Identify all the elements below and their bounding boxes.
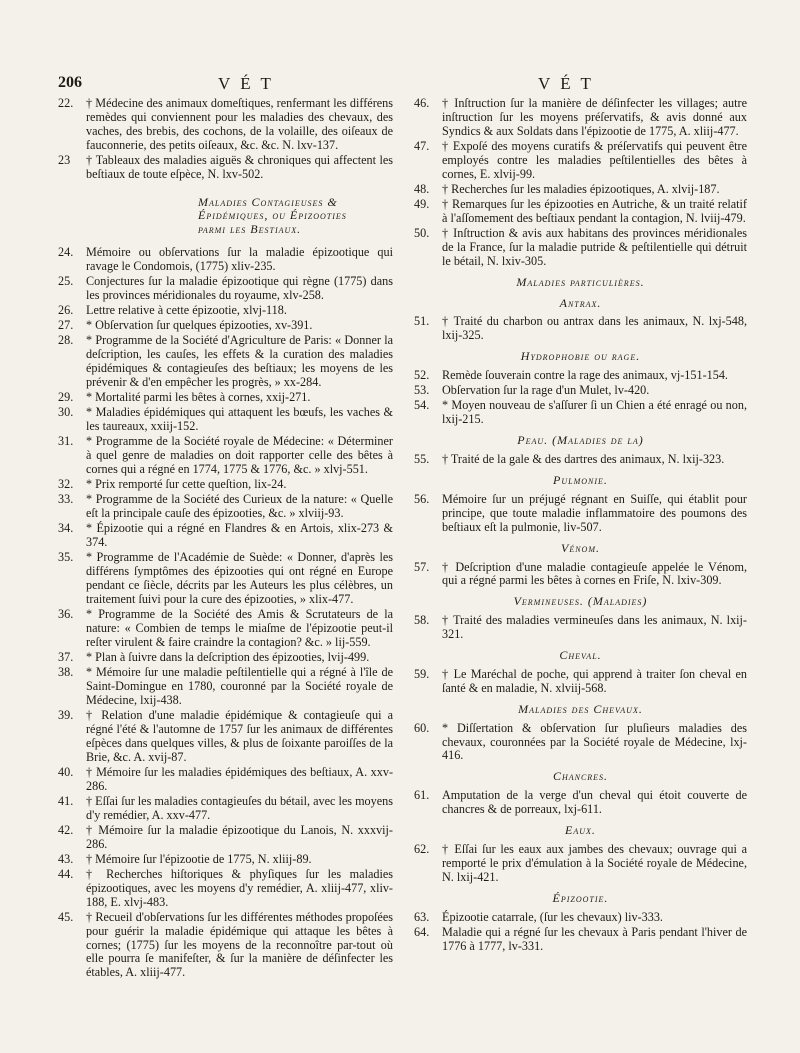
entry-number: 43. [58, 851, 74, 866]
entry-text: * Obſervation ſur quelques épizooties, xv-391. [86, 318, 313, 333]
entry-text: † Recherches hiſtoriques & phyſiques ſur les maladies épizootiques, avec les moyens d'y remédier, A. xliij-477, xliv-188, E. xlvj-483. [86, 866, 393, 909]
entry-text: * Programme de la Société d'Agriculture de Paris: « Donner la deſcription, les cauſes, les effets & la curation des maladies épidémiques & contagieuſes des beſtiaux; les moyens de les prévenir & d'en empêcher les progrès, » xx-284. [86, 333, 393, 390]
entry-number: 58. [414, 613, 430, 628]
index-entry [414, 911, 747, 925]
entry-number: 25. [58, 274, 74, 289]
index-entry [58, 154, 393, 182]
index-entry [414, 183, 747, 197]
entry-number: 53. [414, 383, 430, 398]
index-entry [58, 435, 393, 477]
entry-number: 28. [58, 333, 74, 348]
index-entry [414, 843, 747, 885]
entry-number: 48. [414, 181, 430, 196]
entry-number: 35. [58, 550, 74, 565]
entry-text: * Programme de la Société des Amis & Scrutateurs de la nature: « Combien de temps le miaſme de l'épizootie peut-il reſter virulent & faire craindre la contagion? &c. » lij-559. [86, 607, 393, 649]
entry-number: 26. [58, 303, 74, 318]
index-entry [58, 666, 393, 708]
index-entry [58, 709, 393, 765]
entry-number: 55. [414, 452, 430, 467]
entry-text: Conjectures ſur la maladie épizootique qui règne (1775) dans les provinces méridionales du royaume, xlv-258. [86, 274, 393, 303]
entry-number: 52. [414, 368, 430, 383]
index-entry [58, 478, 393, 492]
index-entry [58, 319, 393, 333]
entry-text: † Deſcription d'une maladie contagieuſe appelée le Vénom, qui a régné parmi les bêtes à cornes en Friſe, N. lxiv-309. [442, 559, 747, 588]
index-entry [414, 722, 747, 764]
section-heading: Hydrophobie ou rage. [520, 349, 641, 364]
entry-number: 41. [58, 793, 74, 808]
entry-number: 47. [414, 138, 430, 153]
index-entry [58, 493, 393, 521]
index-entry [414, 668, 747, 696]
entry-text: * Programme de l'Académie de Suède: « Donner, d'après les différens ſymptômes des épizooties qui ont régné en Europe pendant ce ſiècle, décrits par les Auteurs les plus célèbres, un traitement ſuivi pour la cure des épizooties, » xlix-477. [86, 550, 393, 606]
entry-text: Épizootie catarrale, (ſur les chevaux) liv-333. [442, 909, 663, 924]
entry-text: † Le Maréchal de poche, qui apprend à traiter ſon cheval en ſanté & en maladie, N. xlviij-568. [442, 666, 747, 695]
index-entry [414, 384, 747, 398]
entry-text: Obſervation ſur la rage d'un Mulet, lv-420. [442, 383, 650, 398]
entry-text: * Mortalité parmi les bêtes à cornes, xxij-271. [86, 390, 311, 405]
index-entry [58, 406, 393, 434]
section-heading: Eaux. [565, 823, 596, 838]
index-entry [414, 926, 747, 954]
index-entry [414, 789, 747, 817]
entry-number: 40. [58, 764, 74, 779]
index-entry [414, 97, 747, 139]
entry-number: 22. [58, 96, 74, 110]
index-entry [58, 97, 393, 153]
index-entry [414, 453, 747, 467]
entry-number: 45. [58, 909, 74, 924]
index-entry [414, 614, 747, 642]
entry-text: † Traité des maladies vermineuſes dans les animaux, N. lxij-321. [442, 613, 747, 642]
entry-text: † Expoſé des moyens curatifs & préſervatifs qui peuvent être employés contre les maladies peſtilentielles des bêtes à cornes, E. xlvij-99. [442, 138, 747, 181]
entry-text: † Inſtruction & avis aux habitans des provinces méridionales de la France, ſur la maladie putride & peſtilentielle qui détruit le bétail, N. lxiv-305. [442, 225, 747, 268]
index-entry [58, 304, 393, 318]
entry-text: † Eſſai ſur les eaux aux jambes des chevaux; ouvrage qui a remporté le prix d'émulation à la Société royale de Médecine, N. lxij-421. [442, 842, 747, 884]
index-entry [58, 334, 393, 390]
entry-number: 30. [58, 405, 74, 420]
entry-number: 60. [414, 720, 430, 735]
entry-number: 50. [414, 225, 430, 240]
section-heading: Vénom. [561, 540, 600, 555]
entry-number: 51. [414, 314, 430, 329]
left-column [58, 97, 393, 981]
index-entry [414, 198, 747, 226]
entry-text: † Mémoire ſur la maladie épizootique du Lanois, N. xxxvij-286. [86, 822, 393, 851]
index-entry [414, 140, 747, 182]
right-column [414, 97, 747, 955]
entry-number: 59. [414, 666, 430, 681]
index-entry [58, 275, 393, 303]
entry-text: † Mémoire ſur l'épizootie de 1775, N. xliij-89. [86, 851, 312, 866]
entry-number: 64. [414, 924, 430, 939]
entry-number: 62. [414, 842, 430, 856]
section-heading: Antrax. [559, 295, 602, 310]
section-heading: Peau. (Maladies de la) [517, 433, 644, 448]
entry-number: 32. [58, 477, 74, 492]
entry-text: Amputation de la verge d'un cheval qui étoit couverte de chancres & de porreaux, lxj-611. [442, 788, 747, 817]
entry-text: Lettre relative à cette épizootie, xlvj-118. [86, 303, 287, 318]
entry-text: * Épizootie qui a régné en Flandres & en Artois, xlix-273 & 374. [86, 521, 393, 550]
section-heading-line: Maladies Contagieuses & [198, 194, 338, 209]
entry-text: * Prix remporté ſur cette queſtion, lix-24. [86, 477, 287, 492]
entry-text: * Programme de la Société royale de Médecine: « Déterminer à quel genre de maladies on doit rapporter celle des bêtes à cornes qui a régné en 1774, 1775 & 1776, &c. » xlvj-551. [86, 434, 393, 477]
entry-text: † Mémoire ſur les maladies épidémiques des beſtiaux, A. xxv-286. [86, 764, 393, 793]
index-entry [58, 795, 393, 823]
entry-number: 24. [58, 245, 74, 260]
index-entry [414, 399, 747, 427]
section-heading: Épizootie. [552, 890, 609, 905]
entry-number: 36. [58, 607, 74, 622]
entry-number: 29. [58, 390, 74, 405]
page-number: 206 [58, 74, 82, 91]
entry-text: † Eſſai ſur les maladies contagieuſes du bétail, avec les moyens d'y remédier, A. xxv-477. [86, 793, 393, 822]
entry-number: 23 [58, 152, 71, 167]
index-entry [58, 651, 393, 665]
index-entry [58, 766, 393, 794]
entry-text: * Programme de la Société des Curieux de la nature: « Quelle eſt la principale cauſe des épizooties, &c. » xlviij-93. [86, 492, 393, 521]
index-entry [414, 561, 747, 589]
entry-text: † Remarques ſur les épizooties en Autriche, & un traité relatif à l'aſſomement des beſtiaux pendant la contagion, N. lviij-479. [442, 196, 747, 225]
index-entry [58, 911, 393, 981]
index-entry [58, 246, 393, 274]
entry-text: Maladie qui a régné ſur les chevaux à Paris pendant l'hiver de 1776 à 1777, lv-331. [442, 924, 747, 953]
section-heading: Vermineuses. (Maladies) [513, 594, 648, 609]
index-entry [58, 551, 393, 607]
entry-number: 61. [414, 788, 430, 803]
entry-text: † Tableaux des maladies aiguës & chroniques qui affectent les beſtiaux de toute eſpèce, N. lxv-502. [86, 152, 393, 181]
entry-number: 37. [58, 649, 74, 664]
entry-number: 49. [414, 196, 430, 211]
entry-number: 42. [58, 822, 74, 837]
entry-text: * Plan à ſuivre dans la deſcription des épizooties, lvij-499. [86, 649, 370, 664]
entry-text: * Mémoire ſur une maladie peſtilentielle qui a régné à l'île de Saint-Domingue en 1780, couronné par la Société royale de Médecine, lxij-438. [86, 665, 393, 707]
index-entry [414, 493, 747, 535]
running-title-right: V É T [538, 74, 594, 93]
entry-text: Mémoire ſur un préjugé régnant en Suiſſe, qui établit pour principe, que toute maladie inflammatoire des poumons des beſtiaux eſt la pulmonie, liv-507. [442, 491, 747, 534]
section-heading: Maladies particulières. [516, 274, 645, 289]
entry-number: 56. [414, 491, 430, 506]
entry-text: † Traité du charbon ou antrax dans les animaux, N. lxj-548, lxij-325. [442, 314, 747, 343]
section-heading-line: Épidémiques, ou Épizooties [198, 208, 347, 223]
entry-number: 33. [58, 492, 74, 507]
index-entry [58, 608, 393, 650]
section-heading [58, 196, 393, 237]
index-entry [58, 522, 393, 550]
section-heading-line: parmi les Beſtiaux. [198, 221, 302, 236]
entry-number: 46. [414, 96, 430, 110]
entry-text: † Médecine des animaux domeſtiques, renfermant les différens remèdes qui conviennent pour les maladies des chevaux, des vaches, des brebis, des cochons, de la volaille, des oiſeaux de fauconnerie, des petits oiſeaux, &c. &c. N. lxv-137. [86, 96, 393, 152]
entry-number: 38. [58, 665, 74, 680]
running-header [0, 74, 800, 96]
entry-number: 44. [58, 866, 74, 881]
entry-text: † Inſtruction ſur la manière de déſinfecter les villages; autre inſtruction ſur les moyens préſervatifs, & avis donné aux Syndics & aux Soldats dans l'épizootie de 1775, A. xliij-477. [442, 96, 747, 138]
index-entry [58, 824, 393, 852]
entry-text: Mémoire ou obſervations ſur la maladie épizootique qui ravage le Condomois, (1775) xliv-235. [86, 245, 393, 274]
section-heading: Chancres. [552, 769, 609, 784]
index-entry [58, 868, 393, 910]
entry-number: 54. [414, 398, 430, 413]
running-title-left: V É T [218, 74, 274, 93]
entry-number: 63. [414, 909, 430, 924]
entry-text: † Relation d'une maladie épidémique & contagieuſe qui a régné l'été & l'automne de 1757 ſur les animaux de différentes eſpèces dans quelques villes, & plus de ſoixante paroiſſes de la Brie, &c. A. xvij-87. [86, 707, 393, 764]
index-entry [414, 227, 747, 269]
index-entry [414, 369, 747, 383]
section-heading: Maladies des Chevaux. [518, 701, 643, 716]
section-heading: Cheval. [559, 648, 602, 663]
entry-text: * Diſſertation & obſervation ſur pluſieurs maladies des chevaux, couronnées par la Société royale de Médecine, lxj-416. [442, 720, 747, 763]
section-heading: Pulmonie. [553, 472, 608, 487]
entry-text: * Moyen nouveau de s'aſſurer ſi un Chien a été enragé ou non, lxij-215. [442, 398, 747, 427]
index-entry [58, 391, 393, 405]
entry-number: 27. [58, 318, 74, 333]
index-entry [414, 315, 747, 343]
entry-text: † Recueil d'obſervations ſur les différentes méthodes propoſées pour guérir la maladie épidémique qui attaque les bêtes à cornes; (1775) ſur les moyens de la reconnoître par-tout où elle pourra ſe manifeſter, & ſur la manière de déſinfecter les étables, A. xliij-477. [86, 909, 393, 980]
entry-number: 34. [58, 521, 74, 536]
entry-text: * Maladies épidémiques qui attaquent les bœufs, les vaches & les taureaux, xxiij-152. [86, 405, 393, 434]
entry-number: 39. [58, 707, 74, 722]
entry-text: † Recherches ſur les maladies épizootiques, A. xlvij-187. [442, 181, 720, 196]
entry-text: Remède ſouverain contre la rage des animaux, vj-151-154. [442, 368, 728, 383]
entry-number: 57. [414, 559, 430, 574]
index-entry [58, 853, 393, 867]
entry-number: 31. [58, 434, 74, 449]
entry-text: † Traité de la gale & des dartres des animaux, N. lxij-323. [442, 452, 725, 467]
